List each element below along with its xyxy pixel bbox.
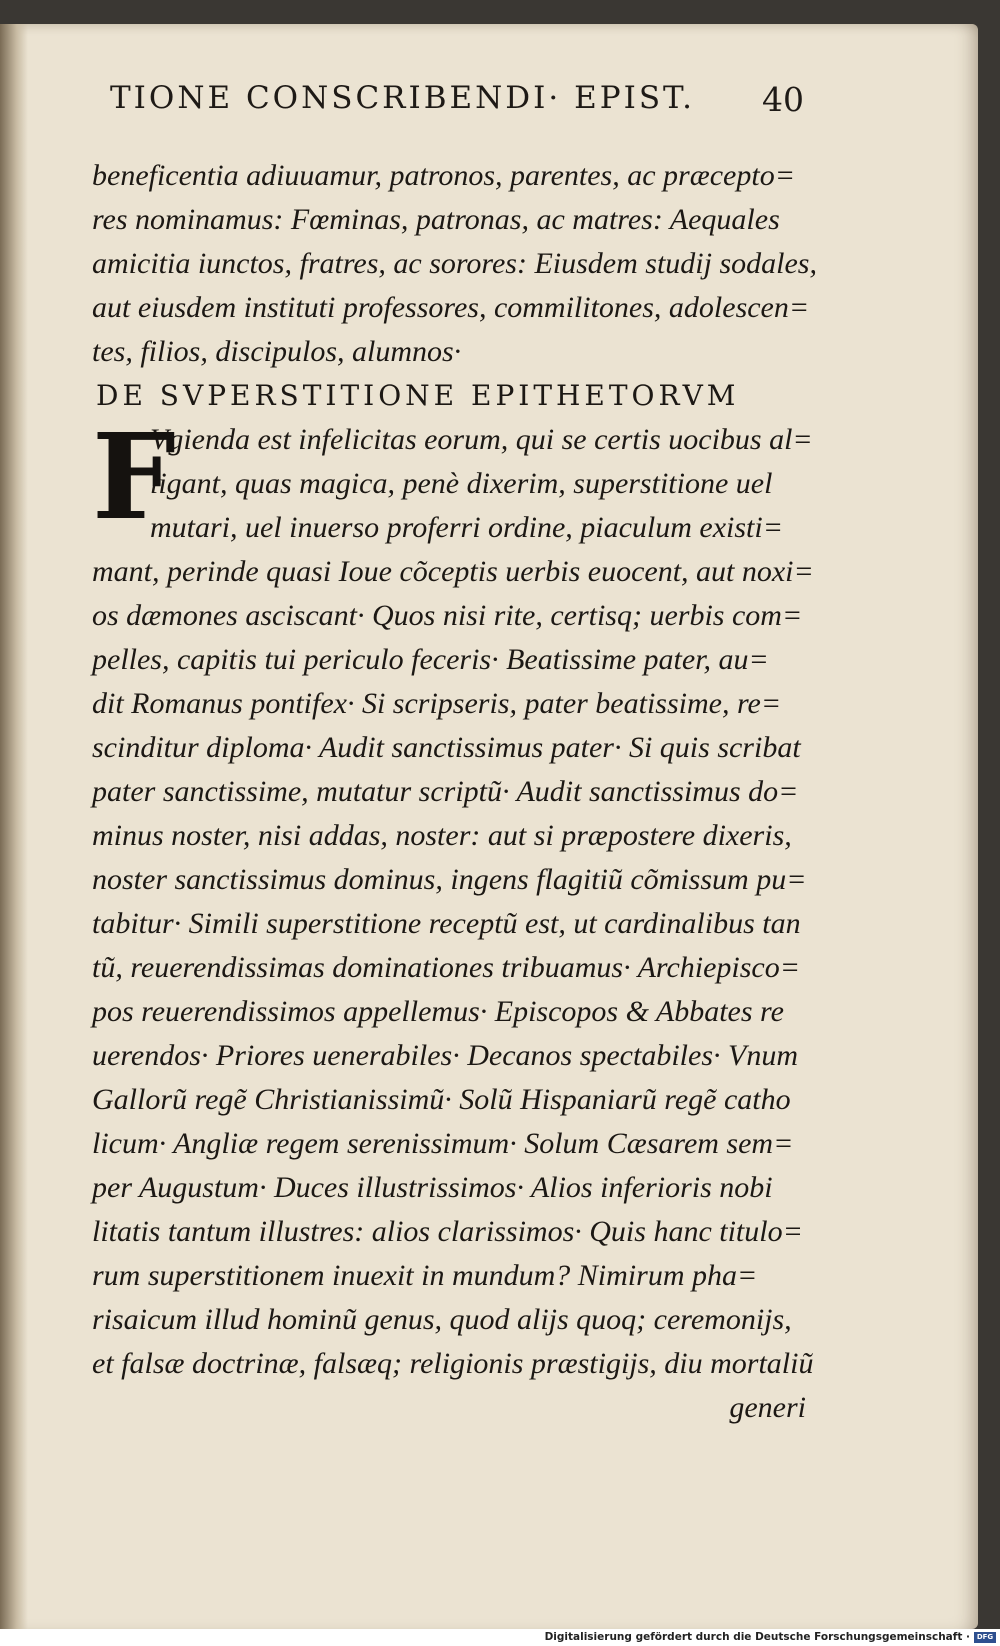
text-line: tũ, reuerendissimas dominationes tribuamus· Archiepisco= — [92, 951, 800, 984]
text-line: noster sanctissimus dominus, ingens flagitiũ cõmissum pu= — [92, 863, 807, 896]
text-line: scinditur diploma· Audit sanctissimus pater· Si quis scribat — [92, 731, 801, 764]
text-line: litatis tantum illustres: alios clarissimos· Quis hanc titulo= — [92, 1215, 803, 1248]
text-line: minus noster, nisi addas, noster: aut si præpostere dixeris, — [92, 819, 792, 852]
page-gutter — [0, 24, 28, 1629]
running-head — [110, 80, 810, 119]
footer-credit: Digitalisierung gefördert durch die Deutsche Forschungsgemeinschaft · — [544, 1631, 970, 1643]
text-line: tes, filios, discipulos, alumnos· — [92, 335, 462, 368]
text-line: pos reuerendissimos appellemus· Episcopos & Abbates re — [92, 995, 784, 1028]
book-page — [0, 24, 978, 1629]
text-line: amicitia iunctos, fratres, ac sorores: Eiusdem studij sodales, — [92, 247, 817, 280]
dfg-logo-icon: DFG — [974, 1632, 996, 1643]
text-line: aut eiusdem instituti professores, commilitones, adolescen= — [92, 291, 810, 324]
text-line: beneficentia adiuuamur, patronos, parentes, ac præcepto= — [92, 159, 795, 192]
text-line: mutari, uel inuerso proferri ordine, piaculum existi= — [150, 511, 783, 544]
text-line: risaicum illud hominũ genus, quod alijs quoq; ceremonijs, — [92, 1303, 792, 1336]
text-line: licum· Angliæ regem serenissimum· Solum Cæsarem sem= — [92, 1127, 794, 1160]
text-line: Vgienda est infelicitas eorum, qui se certis uocibus al= — [150, 423, 813, 456]
catchword: generi — [729, 1391, 806, 1424]
text-line: mant, perinde quasi Ioue cõceptis uerbis euocent, aut noxi= — [92, 555, 814, 588]
text-line: res nominamus: Fœminas, patronas, ac matres: Aequales — [92, 203, 780, 236]
drop-cap-initial: F — [92, 407, 176, 546]
footer-bar — [0, 1629, 1000, 1646]
text-line: rum superstitionem inuexit in mundum? Nimirum pha= — [92, 1259, 758, 1292]
body-text — [92, 154, 817, 1430]
text-line: et falsæ doctrinæ, falsæq; religionis præstigijs, diu mortaliũ — [92, 1347, 814, 1380]
text-line: pelles, capitis tui periculo feceris· Beatissime pater, au= — [92, 643, 769, 676]
text-line: ligant, quas magica, penè dixerim, superstitione uel — [150, 467, 773, 500]
text-line: os dæmones asciscant· Quos nisi rite, certisq; uerbis com= — [92, 599, 803, 632]
section-heading: DE SVPERSTITIONE EPITHETORVM — [96, 379, 740, 412]
text-line: uerendos· Priores uenerabiles· Decanos spectabiles· Vnum — [92, 1039, 798, 1072]
text-line: Gallorũ regẽ Christianissimũ· Solũ Hispaniarũ regẽ catho — [92, 1083, 791, 1116]
text-line: per Augustum· Duces illustrissimos· Alios inferioris nobi — [92, 1171, 773, 1204]
running-head-title: TIONE CONSCRIBENDI· EPIST. — [110, 80, 696, 116]
text-line: pater sanctissime, mutatur scriptũ· Audit sanctissimus do= — [92, 775, 799, 808]
text-line: dit Romanus pontifex· Si scripseris, pater beatissime, re= — [92, 687, 782, 720]
text-line: tabitur· Simili superstitione receptũ est, ut cardinalibus tan — [92, 907, 801, 940]
page-number: 40 — [762, 80, 804, 119]
